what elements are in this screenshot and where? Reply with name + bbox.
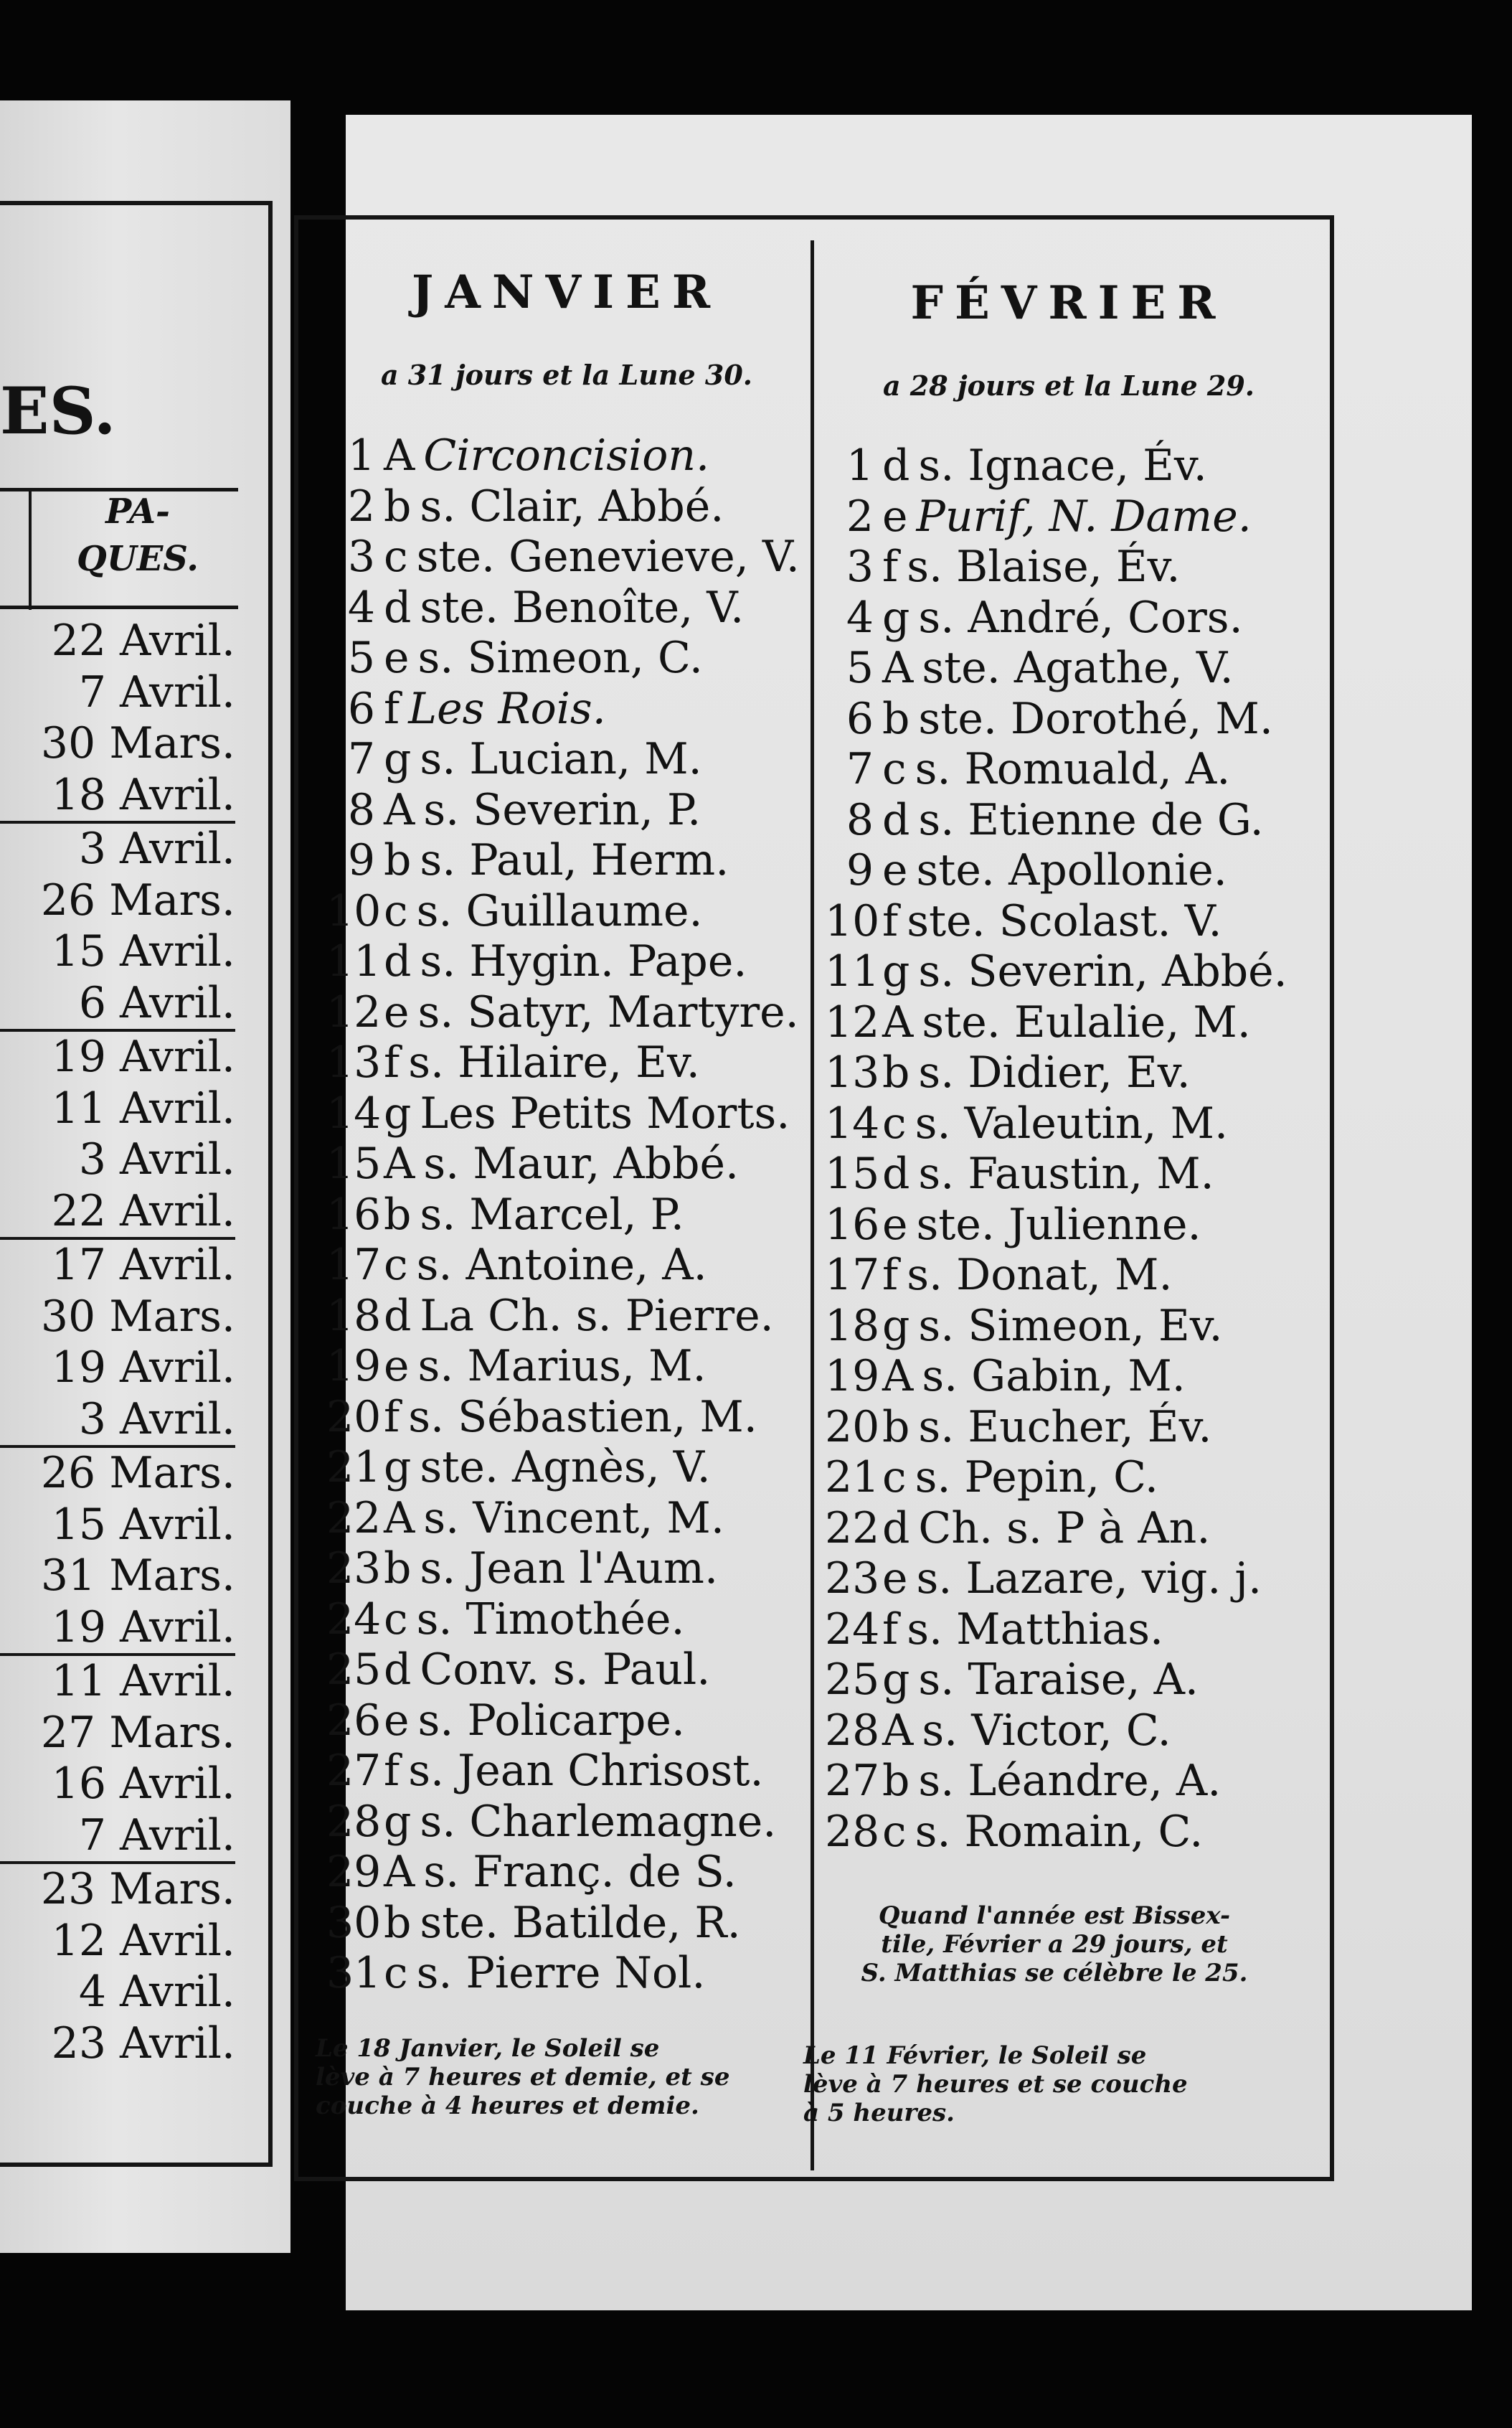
day-number: 8: [846, 794, 874, 845]
dominical-letter: g: [882, 592, 910, 643]
day-number: 20: [825, 1401, 880, 1452]
janvier-day-row: [326, 1037, 800, 1088]
janvier-day-row: [326, 1695, 800, 1746]
dominical-letter: d: [882, 1149, 910, 1199]
note-line: couche à 4 heures et demie.: [316, 2091, 699, 2120]
fevrier-day-row: [825, 845, 1287, 896]
dominical-letter: A: [384, 1847, 415, 1897]
dominical-letter: g: [882, 1655, 910, 1705]
dominical-letter: b: [384, 835, 412, 885]
feast-name: ste. Benoîte, V.: [420, 582, 745, 633]
fevrier-leap-year-note: [803, 1901, 1305, 1987]
day-number: 16: [326, 1189, 382, 1240]
feast-name: s. Paul, Herm.: [420, 835, 729, 885]
fevrier-day-row: [825, 1553, 1287, 1604]
easter-date: 23 Avril.: [51, 2018, 235, 2069]
feast-name: ste. Julienne.: [916, 1199, 1201, 1250]
day-number: 3: [846, 542, 874, 592]
easter-date: 4 Avril.: [78, 1967, 235, 2017]
feast-name: s. Marius, M.: [417, 1341, 707, 1391]
dominical-letter: e: [384, 1341, 410, 1391]
fevrier-day-row: [825, 491, 1287, 542]
fevrier-day-row: [825, 1705, 1287, 1756]
fevrier-day-row: [825, 694, 1287, 745]
dominical-letter: f: [384, 1391, 400, 1442]
paques-header-line1: PA-: [105, 491, 170, 532]
feast-name: s. Taraise, A.: [918, 1655, 1199, 1705]
feast-name: ste. Agnès, V.: [420, 1442, 711, 1492]
dominical-letter: g: [384, 734, 412, 784]
feast-name: s. Satyr, Martyre.: [417, 987, 799, 1037]
feast-name: s. Etienne de G.: [918, 794, 1264, 845]
fevrier-day-row: [825, 542, 1287, 593]
feast-name: s. Jean l'Aum.: [420, 1543, 719, 1594]
note-line: S. Matthias se célèbre le 25.: [861, 1959, 1248, 1987]
fevrier-day-row: [825, 1503, 1287, 1554]
fevrier-day-row: [825, 744, 1287, 795]
day-number: 20: [326, 1391, 382, 1442]
day-number: 8: [347, 784, 375, 835]
easter-date: 19 Avril.: [51, 1032, 235, 1082]
feast-name: Les Rois.: [408, 683, 606, 734]
janvier-day-row: [326, 987, 800, 1038]
feast-name: s. Gabin, M.: [922, 1351, 1186, 1401]
dominical-letter: d: [882, 441, 910, 491]
feast-name: s. Victor, C.: [922, 1705, 1171, 1756]
janvier-day-row: [326, 1948, 800, 1999]
feast-name: ste. Batilde, R.: [420, 1897, 741, 1948]
day-number: 3: [347, 532, 375, 582]
dominical-letter: b: [882, 693, 910, 744]
day-number: 28: [326, 1796, 382, 1847]
feast-name: s. Timothée.: [416, 1594, 685, 1644]
feast-name: s. Blaise, Év.: [907, 542, 1181, 592]
feast-name: s. Matthias.: [907, 1604, 1164, 1655]
feast-name: s. Maur, Abbé.: [423, 1139, 740, 1189]
paques-header-line2: QUES.: [77, 539, 199, 579]
dominical-letter: c: [882, 1098, 907, 1149]
janvier-day-row: [326, 1291, 800, 1342]
fevrier-day-row: [825, 1604, 1287, 1655]
day-number: 18: [825, 1300, 880, 1351]
day-number: 6: [347, 683, 375, 734]
feast-name: Les Petits Morts.: [420, 1088, 790, 1139]
janvier-day-row: [326, 430, 800, 481]
fevrier-day-row: [825, 1351, 1287, 1402]
feast-name: s. Léandre, A.: [918, 1756, 1222, 1806]
dominical-letter: c: [384, 1948, 408, 1998]
feast-name: ste. Eulalie, M.: [922, 997, 1251, 1048]
month-column-separator: [811, 240, 814, 2170]
fevrier-day-row: [825, 1149, 1287, 1200]
day-number: 15: [825, 1149, 880, 1199]
feast-name: La Ch. s. Pierre.: [420, 1290, 774, 1341]
dominical-letter: c: [384, 885, 408, 936]
feast-name: Circoncision.: [423, 430, 710, 481]
janvier-day-row: [326, 684, 800, 735]
dominical-letter: b: [384, 1543, 412, 1594]
dominical-letter: A: [882, 643, 914, 693]
feast-name: s. Simeon, Ev.: [918, 1300, 1223, 1351]
day-number: 7: [846, 744, 874, 794]
day-number: 2: [846, 491, 874, 542]
janvier-subtitle: a 31 jours et la Lune 30.: [380, 359, 753, 391]
easter-date: 3 Avril.: [78, 824, 235, 874]
dominical-letter: b: [882, 1756, 910, 1806]
day-number: 5: [347, 633, 375, 683]
easter-date: 6 Avril.: [78, 977, 235, 1028]
feast-name: ste. Dorothé, M.: [918, 693, 1273, 744]
easter-date: 11 Avril.: [51, 1656, 235, 1706]
day-number: 15: [326, 1139, 382, 1189]
day-number: 22: [326, 1492, 382, 1543]
day-number: 9: [347, 835, 375, 885]
day-number: 17: [825, 1250, 880, 1300]
dominical-letter: f: [882, 1604, 899, 1655]
fevrier-day-row: [825, 1756, 1287, 1807]
easter-date: 18 Avril.: [51, 769, 235, 820]
dominical-letter: f: [882, 542, 899, 592]
fevrier-day-row: [825, 795, 1287, 846]
dominical-letter: e: [384, 1695, 410, 1746]
janvier-day-row: [326, 583, 800, 634]
day-number: 18: [326, 1290, 382, 1341]
janvier-title: JANVIER: [412, 265, 722, 319]
day-number: 28: [825, 1806, 880, 1857]
dominical-letter: A: [882, 1351, 914, 1401]
janvier-day-row: [326, 1847, 800, 1898]
easter-date: 3 Avril.: [78, 1393, 235, 1444]
easter-date: 15 Avril.: [51, 1499, 235, 1550]
day-number: 31: [326, 1948, 382, 1998]
feast-name: Ch. s. P à An.: [918, 1502, 1211, 1553]
feast-name: s. Severin, Abbé.: [918, 946, 1287, 997]
fevrier-day-row: [825, 1301, 1287, 1352]
easter-date: 17 Avril.: [51, 1240, 235, 1290]
day-number: 19: [825, 1351, 880, 1401]
easter-date: 7 Avril.: [78, 667, 235, 717]
day-number: 29: [326, 1847, 382, 1897]
day-number: 21: [825, 1452, 880, 1502]
day-number: 11: [825, 946, 880, 997]
note-line: à 5 heures.: [803, 2099, 955, 2127]
dominical-letter: A: [882, 1705, 914, 1756]
feast-name: Purif, N. Dame.: [916, 491, 1252, 542]
janvier-day-row: [326, 1594, 800, 1645]
dominical-letter: A: [384, 1139, 415, 1189]
note-line: lève à 7 heures et se couche: [803, 2070, 1188, 2099]
dominical-letter: g: [384, 1088, 412, 1139]
day-number: 19: [326, 1341, 382, 1391]
note-line: Le 18 Janvier, le Soleil se: [316, 2034, 660, 2063]
janvier-day-row: [326, 734, 800, 785]
dominical-letter: b: [384, 1189, 412, 1240]
day-number: 23: [825, 1553, 880, 1604]
day-number: 7: [347, 734, 375, 784]
dominical-letter: b: [384, 1897, 412, 1948]
day-number: 4: [846, 592, 874, 643]
day-number: 5: [846, 643, 874, 693]
dominical-letter: f: [882, 895, 899, 946]
fevrier-days-list: [825, 441, 1287, 1857]
feast-name: s. Pierre Nol.: [416, 1948, 706, 1998]
janvier-day-row: [326, 1493, 800, 1544]
dominical-letter: A: [384, 784, 415, 835]
feast-name: ste. Genevieve, V.: [416, 532, 800, 582]
feast-name: s. Hilaire, Ev.: [408, 1037, 700, 1088]
dominical-letter: d: [384, 1644, 412, 1695]
dominical-letter: b: [384, 481, 412, 532]
easter-date: 31 Mars.: [40, 1551, 235, 1601]
dominical-letter: d: [882, 1502, 910, 1553]
fevrier-day-row: [825, 946, 1287, 997]
easter-dates-list: [0, 616, 235, 2069]
dominical-letter: g: [384, 1796, 412, 1847]
janvier-day-row: [326, 1442, 800, 1493]
dominical-letter: b: [882, 1401, 910, 1452]
day-number: 16: [825, 1199, 880, 1250]
dominical-letter: e: [882, 491, 908, 542]
feast-name: s. Guillaume.: [416, 885, 703, 936]
janvier-days-list: [326, 430, 800, 1999]
day-number: 17: [326, 1240, 382, 1290]
dominical-letter: e: [384, 633, 410, 683]
note-line: Le 11 Février, le Soleil se: [803, 2041, 1147, 2070]
feast-name: s. Hygin. Pape.: [420, 936, 747, 987]
feast-name: s. Donat, M.: [907, 1250, 1173, 1300]
day-number: 4: [347, 582, 375, 633]
janvier-day-row: [326, 1797, 800, 1848]
fevrier-day-row: [825, 643, 1287, 694]
fevrier-day-row: [825, 1048, 1287, 1098]
dominical-letter: c: [384, 1240, 408, 1290]
janvier-day-row: [326, 1190, 800, 1241]
dominical-letter: d: [384, 582, 412, 633]
easter-date: 19 Avril.: [51, 1342, 235, 1393]
day-number: 10: [825, 895, 880, 946]
feast-name: s. Antoine, A.: [416, 1240, 707, 1290]
fevrier-title: FÉVRIER: [910, 276, 1227, 330]
janvier-day-row: [326, 1392, 800, 1443]
easter-date: 19 Avril.: [51, 1601, 235, 1652]
paques-column-header: [44, 488, 231, 583]
feast-name: s. Vincent, M.: [423, 1492, 724, 1543]
easter-date: 27 Mars.: [40, 1707, 235, 1758]
fevrier-day-row: [825, 1250, 1287, 1301]
day-number: 10: [326, 885, 382, 936]
dominical-letter: e: [882, 1199, 908, 1250]
dominical-letter: e: [882, 1553, 908, 1604]
dominical-letter: d: [384, 936, 412, 987]
left-page-title-fragment: ES.: [0, 373, 116, 449]
day-number: 28: [825, 1705, 880, 1756]
dominical-letter: f: [384, 1746, 400, 1796]
day-number: 24: [825, 1604, 880, 1655]
feast-name: s. Didier, Ev.: [918, 1048, 1191, 1098]
day-number: 1: [347, 430, 375, 481]
day-number: 22: [825, 1502, 880, 1553]
dominical-letter: b: [882, 1048, 910, 1098]
janvier-sun-note: [316, 2034, 803, 2120]
dominical-letter: d: [882, 794, 910, 845]
easter-date: 22 Avril.: [51, 616, 235, 666]
note-line: Quand l'année est Bissex-: [878, 1901, 1231, 1930]
feast-name: s. Marcel, P.: [420, 1189, 684, 1240]
feast-name: s. Lucian, M.: [420, 734, 702, 784]
feast-name: s. André, Cors.: [918, 592, 1243, 643]
feast-name: s. Charlemagne.: [420, 1796, 777, 1847]
janvier-day-row: [326, 1341, 800, 1392]
dominical-letter: A: [882, 997, 914, 1048]
dominical-letter: c: [882, 1806, 907, 1857]
day-number: 13: [326, 1037, 382, 1088]
dominical-letter: g: [882, 946, 910, 997]
easter-date: 11 Avril.: [51, 1083, 235, 1134]
day-number: 12: [825, 997, 880, 1048]
day-number: 27: [326, 1746, 382, 1796]
feast-name: s. Simeon, C.: [417, 633, 703, 683]
easter-date: 30 Mars.: [40, 1291, 235, 1342]
day-number: 14: [326, 1088, 382, 1139]
day-number: 11: [326, 936, 382, 987]
feast-name: ste. Agathe, V.: [922, 643, 1234, 693]
easter-date: 26 Mars.: [40, 875, 235, 926]
fevrier-day-row: [825, 1655, 1287, 1705]
easter-date: 23 Mars.: [40, 1864, 235, 1914]
easter-date: 3 Avril.: [78, 1134, 235, 1185]
day-number: 30: [326, 1897, 382, 1948]
feast-name: s. Faustin, M.: [918, 1149, 1214, 1199]
easter-date: 15 Avril.: [51, 926, 235, 977]
janvier-day-row: [326, 1543, 800, 1594]
fevrier-sun-note: [803, 2041, 1305, 2127]
easter-date: 7 Avril.: [78, 1810, 235, 1860]
janvier-day-row: [326, 835, 800, 886]
feast-name: s. Clair, Abbé.: [420, 481, 724, 532]
feast-name: s. Jean Chrisost.: [408, 1746, 764, 1796]
left-header-divider: [29, 488, 32, 610]
dominical-letter: f: [384, 683, 400, 734]
day-number: 26: [326, 1695, 382, 1746]
janvier-day-row: [326, 1746, 800, 1797]
day-number: 27: [825, 1756, 880, 1806]
note-line: tile, Février a 29 jours, et: [881, 1930, 1228, 1959]
feast-name: s. Romuald, A.: [915, 744, 1231, 794]
feast-name: s. Valeutin, M.: [915, 1098, 1229, 1149]
left-header-rule-bottom: [0, 606, 238, 609]
easter-date: 22 Avril.: [51, 1185, 235, 1236]
fevrier-subtitle: a 28 jours et la Lune 29.: [882, 370, 1255, 402]
feast-name: Conv. s. Paul.: [420, 1644, 711, 1695]
dominical-letter: f: [882, 1250, 899, 1300]
dominical-letter: A: [384, 1492, 415, 1543]
janvier-day-row: [326, 785, 800, 836]
dominical-letter: g: [384, 1442, 412, 1492]
janvier-day-row: [326, 1088, 800, 1139]
fevrier-day-row: [825, 997, 1287, 1048]
day-number: 14: [825, 1098, 880, 1149]
easter-date: 16 Avril.: [51, 1759, 235, 1809]
dominical-letter: e: [384, 987, 410, 1037]
dominical-letter: A: [384, 430, 415, 481]
feast-name: s. Severin, P.: [423, 784, 701, 835]
easter-date: 30 Mars.: [40, 718, 235, 768]
feast-name: s. Franç. de S.: [423, 1847, 737, 1897]
janvier-day-row: [326, 1240, 800, 1291]
janvier-day-row: [326, 1139, 800, 1190]
feast-name: s. Policarpe.: [417, 1695, 685, 1746]
fevrier-day-row: [825, 441, 1287, 491]
feast-name: s. Romain, C.: [915, 1806, 1204, 1857]
feast-name: s. Pepin, C.: [915, 1452, 1158, 1502]
dominical-letter: f: [384, 1037, 400, 1088]
day-number: 13: [825, 1048, 880, 1098]
feast-name: ste. Apollonie.: [916, 845, 1227, 895]
feast-name: ste. Scolast. V.: [907, 895, 1222, 946]
easter-date: 12 Avril.: [51, 1915, 235, 1966]
note-line: lève à 7 heures et demie, et se: [316, 2063, 730, 2091]
fevrier-day-row: [825, 1807, 1287, 1858]
janvier-day-row: [326, 1898, 800, 1949]
janvier-day-row: [326, 481, 800, 532]
dominical-letter: c: [882, 1452, 907, 1502]
feast-name: s. Ignace, Év.: [918, 441, 1207, 491]
feast-name: s. Lazare, vig. j.: [916, 1553, 1262, 1604]
fevrier-day-row: [825, 1098, 1287, 1149]
day-number: 1: [846, 441, 874, 491]
day-number: 24: [326, 1594, 382, 1644]
dominical-letter: g: [882, 1300, 910, 1351]
day-number: 2: [347, 481, 375, 532]
feast-name: s. Eucher, Év.: [918, 1401, 1212, 1452]
day-number: 9: [846, 845, 874, 895]
dominical-letter: c: [384, 1594, 408, 1644]
day-number: 12: [326, 987, 382, 1037]
day-number: 6: [846, 693, 874, 744]
janvier-day-row: [326, 1644, 800, 1695]
dominical-letter: c: [882, 744, 907, 794]
easter-date: 26 Mars.: [40, 1448, 235, 1498]
fevrier-day-row: [825, 896, 1287, 947]
fevrier-day-row: [825, 1452, 1287, 1503]
feast-name: s. Sébastien, M.: [408, 1391, 757, 1442]
janvier-day-row: [326, 886, 800, 937]
janvier-day-row: [326, 633, 800, 684]
day-number: 25: [825, 1655, 880, 1705]
fevrier-day-row: [825, 1402, 1287, 1453]
janvier-day-row: [326, 532, 800, 583]
day-number: 21: [326, 1442, 382, 1492]
janvier-day-row: [326, 936, 800, 987]
fevrier-day-row: [825, 593, 1287, 644]
day-number: 23: [326, 1543, 382, 1594]
fevrier-day-row: [825, 1200, 1287, 1251]
dominical-letter: d: [384, 1290, 412, 1341]
day-number: 25: [326, 1644, 382, 1695]
dominical-letter: c: [384, 532, 408, 582]
dominical-letter: e: [882, 845, 908, 895]
